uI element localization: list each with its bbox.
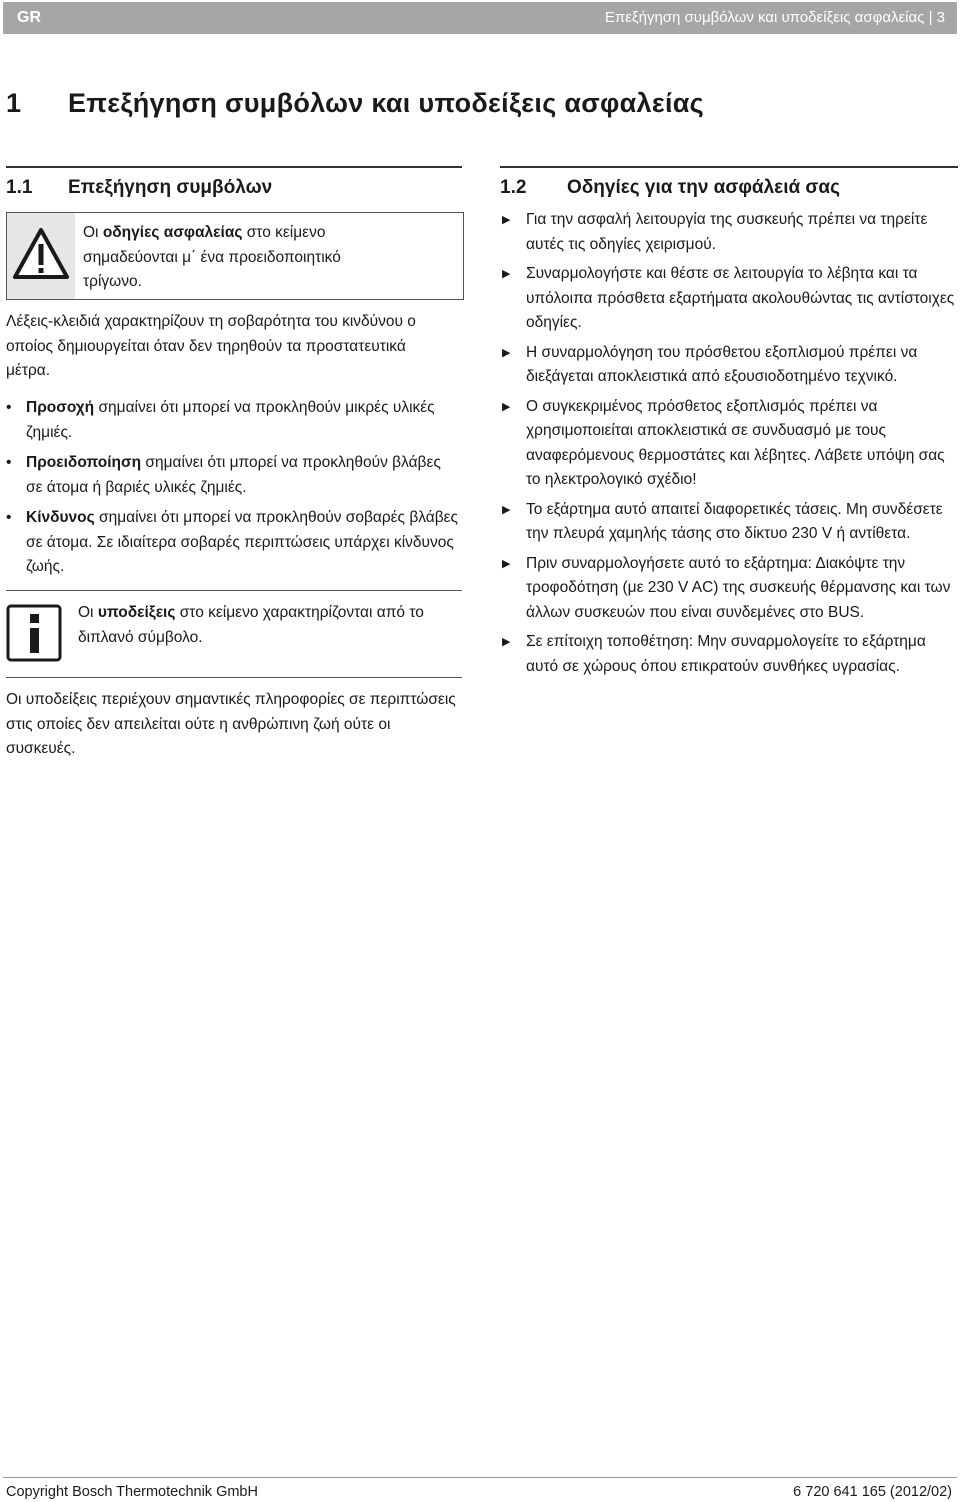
safety-item bbox=[500, 341, 960, 390]
arrow-right-icon: ▶ bbox=[502, 214, 511, 226]
safety-item bbox=[500, 552, 960, 626]
warning-box-text bbox=[83, 221, 383, 295]
safety-item-text: Το εξάρτημα αυτό απαιτεί διαφορετικές τάσεις. Μη συνδέσετε την πλευρά χαμηλής τάσης στο δίκτυο 230 V ή αντίθετα. bbox=[526, 500, 943, 542]
keyword-term: Προσοχή bbox=[26, 399, 95, 416]
footer-rule bbox=[3, 1477, 957, 1478]
info-box-text bbox=[78, 601, 458, 650]
section-rule-left bbox=[6, 166, 462, 168]
keyword-term: Κίνδυνος bbox=[26, 509, 95, 526]
safety-item bbox=[500, 262, 960, 336]
footer-doc-number: 6 720 641 165 (2012/02) bbox=[793, 1484, 952, 1500]
safety-item-text: Πριν συναρμολογήσετε αυτό το εξάρτημα: Διακόψτε την τροφοδότηση (με 230 V AC) της συσκευής θέρμανσης και των άλλων συσκευών που είναι συνδεμένες στο BUS. bbox=[526, 554, 951, 621]
keywords-intro: Λέξεις-κλειδιά χαρακτηρίζουν τη σοβαρότητα του κινδύνου ο οποίος δημιουργείται όταν δεν τηρηθούν τα προστατευτικά μέτρα. bbox=[6, 313, 416, 379]
warning-text-suffix: στο κείμενο σημαδεύονται μ΄ ένα προειδοποιητικό τρίγωνο. bbox=[83, 224, 341, 290]
arrow-right-icon: ▶ bbox=[502, 400, 511, 413]
arrow-right-icon: ▶ bbox=[502, 503, 511, 516]
chapter-title-text: Επεξήγηση συμβόλων και υποδείξεις ασφαλείας bbox=[68, 88, 704, 118]
warning-box bbox=[6, 212, 464, 300]
safety-item-text: Η συναρμολόγηση του πρόσθετου εξοπλισμού πρέπει να διεξάγεται αποκλειστικά από εξουσιοδοτημένο τεχνικό. bbox=[526, 343, 918, 385]
safety-item bbox=[500, 498, 960, 547]
keyword-description: σημαίνει ότι μπορεί να προκληθούν μικρές υλικές ζημιές. bbox=[26, 399, 435, 441]
safety-item bbox=[500, 395, 960, 493]
page-header bbox=[3, 2, 957, 34]
warning-icon-cell bbox=[7, 213, 75, 299]
info-text-prefix: Οι bbox=[78, 604, 98, 621]
info-icon bbox=[6, 604, 62, 662]
section-title-text: Επεξήγηση συμβόλων bbox=[68, 177, 273, 198]
arrow-right-icon: ▶ bbox=[502, 636, 511, 648]
keyword-term: Προειδοποίηση bbox=[26, 454, 142, 471]
info-note: Οι υποδείξεις περιέχουν σημαντικές πληροφορίες σε περιπτώσεις στις οποίες δεν απειλείται ούτε η ανθρώπινη ζωή ούτε οι συσκευές. bbox=[6, 691, 456, 757]
keyword-item-warning bbox=[6, 451, 458, 500]
chapter-number: 1 bbox=[6, 88, 22, 118]
safety-instructions-list bbox=[500, 208, 960, 684]
section-number: 1.1 bbox=[6, 177, 33, 198]
header-title: Επεξήγηση συμβόλων και υποδείξεις ασφαλείας | 3 bbox=[604, 9, 945, 26]
section-rule-right bbox=[500, 166, 958, 168]
footer-copyright: Copyright Bosch Thermotechnik GmbH bbox=[6, 1484, 258, 1500]
info-text-bold: υποδείξεις bbox=[97, 604, 176, 621]
safety-item-text: Σε επίτοιχη τοποθέτηση: Μην συναρμολογείτε το εξάρτημα αυτό σε χώρους όπου επικρατούν συνθήκες υγρασίας. bbox=[526, 633, 926, 675]
warning-triangle-icon bbox=[11, 225, 71, 285]
info-text-suffix: στο κείμενο χαρακτηρίζονται από το διπλανό σύμβολο. bbox=[78, 604, 424, 646]
arrow-right-icon: ▶ bbox=[502, 268, 511, 280]
arrow-right-icon: ▶ bbox=[502, 346, 511, 359]
keyword-item-caution bbox=[6, 396, 458, 445]
warning-text-bold: οδηγίες ασφαλείας bbox=[102, 224, 243, 241]
section-title-1-2 bbox=[500, 177, 840, 199]
keyword-description: σημαίνει ότι μπορεί να προκληθούν σοβαρές βλάβες σε άτομα. Σε ιδιαίτερα σοβαρές περιπτώσεις υπάρχει κίνδυνος ζωής. bbox=[26, 509, 459, 575]
arrow-right-icon: ▶ bbox=[502, 557, 511, 570]
safety-item-text: Ο συγκεκριμένος πρόσθετος εξοπλισμός πρέπει να χρησιμοποιείται αποκλειστικά σε συνδυασμό με τους αναφερόμενους θερμοστάτες και λέβητες. Λάβετε υπόψη σας το ηλεκτρολογικό σχέδιο! bbox=[526, 397, 945, 488]
info-rule-top bbox=[6, 590, 462, 591]
safety-item bbox=[500, 208, 960, 257]
section-title-1-1 bbox=[6, 177, 272, 199]
safety-item-text: Συναρμολογήστε και θέστε σε λειτουργία το λέβητα και τα υπόλοιπα πρόσθετα εξαρτήματα ακολουθώντας τις αντίστοιχες οδηγίες. bbox=[526, 265, 955, 331]
keyword-description: σημαίνει ότι μπορεί να προκληθούν βλάβες σε άτομα ή βαριές υλικές ζημιές. bbox=[26, 454, 441, 496]
chapter-title bbox=[6, 88, 704, 119]
keyword-item-danger bbox=[6, 506, 458, 580]
section-number: 1.2 bbox=[500, 177, 527, 198]
warning-text-prefix: Οι bbox=[83, 224, 103, 241]
section-title-text: Οδηγίες για την ασφάλειά σας bbox=[567, 177, 840, 198]
info-rule-bottom bbox=[6, 677, 462, 678]
safety-item bbox=[500, 630, 960, 679]
language-code: GR bbox=[17, 9, 41, 26]
keywords-list bbox=[6, 396, 458, 586]
safety-item-text: Για την ασφαλή λειτουργία της συσκευής πρέπει να τηρείτε αυτές τις οδηγίες χειρισμού. bbox=[526, 211, 928, 253]
